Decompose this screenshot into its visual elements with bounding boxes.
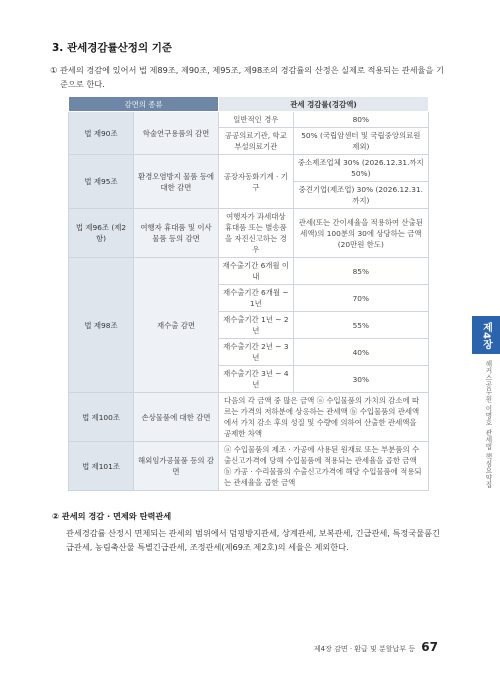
- page-footer: [314, 640, 438, 654]
- intro-number: ①: [50, 65, 58, 75]
- item-cell: 환경오염방지 물품 등에 대한 감면: [134, 155, 219, 209]
- table-row: [69, 258, 429, 285]
- table-row: [69, 442, 429, 491]
- rate-cell: 중견기업(제조업) 30% (2026.12.31.까지): [293, 182, 428, 209]
- intro-paragraph: [50, 63, 445, 91]
- law-cell: 법 제95조: [69, 155, 134, 209]
- item-cell: 학술연구용품의 감면: [134, 112, 219, 155]
- table-row: [69, 155, 429, 182]
- table-row: [69, 209, 429, 258]
- section-2: [52, 511, 447, 554]
- item-cell: 해외임가공물품 등의 감면: [134, 442, 219, 491]
- table-header-row: [69, 97, 429, 112]
- condition-cell: 공장자동화기계 · 기구: [219, 155, 294, 209]
- rate-cell: ⓐ 수입물품의 제조 · 가공에 사용된 원재료 또는 부분품의 수출신고가격에 당해 수입물품에 적용되는 관세율을 곱한 금액 ⓑ 가공 · 수리물품의 수출신고가격에 해당 수입물품에 적용되는 관세율을 곱한 금액: [219, 442, 429, 491]
- condition-cell: 공공의료기관, 학교부설의료기관: [219, 128, 294, 155]
- header-reduction-type: 감면의 종류: [69, 97, 219, 112]
- condition-cell: 재수출기간 1년 ~ 2년: [219, 312, 294, 339]
- condition-cell: 재수출기간 3년 ~ 4년: [219, 366, 294, 393]
- table-row: [69, 393, 429, 442]
- chapter-side-tab[interactable]: 제4장: [472, 316, 500, 354]
- rate-cell: 50% (국립암센터 및 국립중앙의료원 제외): [293, 128, 428, 155]
- item-cell: 재수출 감면: [134, 258, 219, 393]
- rate-cell: 55%: [293, 312, 428, 339]
- reduction-rate-table: [68, 96, 429, 491]
- condition-cell: 일반적인 경우: [219, 112, 294, 128]
- law-cell: 법 제100조: [69, 393, 134, 442]
- rate-cell: 85%: [293, 258, 428, 285]
- rate-cell: 80%: [293, 112, 428, 128]
- condition-cell: 여행자가 과세대상 휴대품 또는 별송품을 자진신고하는 경우: [219, 209, 294, 258]
- intro-text: 관세의 경감에 있어서 법 제89조, 제90조, 제95조, 제98조의 경감률의 산정은 실제로 적용되는 관세율을 기준으로 한다.: [60, 65, 444, 89]
- item-cell: 여행자 휴대품 및 이사물품 등의 감면: [134, 209, 219, 258]
- page-number: 67: [421, 640, 438, 654]
- header-reduction-rate: 관세 경감률(경감액): [219, 97, 429, 112]
- law-cell: 법 제101조: [69, 442, 134, 491]
- section-2-title: ② 관세의 경감 · 면제와 탄력관세: [52, 511, 172, 521]
- rate-cell: 30%: [293, 366, 428, 393]
- rate-cell: 40%: [293, 339, 428, 366]
- section-2-body: 관세경감률 산정시 면제되는 관세의 범위에서 덤핑방지관세, 상계관세, 보복관세, 긴급관세, 특정국물품긴급관세, 농림축산물 특별긴급관세, 조정관세(제69조 제2호)의 세율은 제외한다.: [66, 528, 440, 552]
- rate-cell: 다음의 각 금액 중 많은 금액 ⓐ 수입물품의 가치의 감소에 따르는 가격의 저하분에 상응하는 관세액 ⓑ 수입물품의 관세액에서 가치 감소 후의 성질 및 수량에 의하여 산출한 관세액을 공제한 차액: [219, 393, 429, 442]
- book-title-side-text: 해커스공무원 이명호 관세법 핵심요약집: [484, 360, 492, 489]
- condition-cell: 재수출기간 2년 ~ 3년: [219, 339, 294, 366]
- footer-chapter: 제4장 감면 · 환급 및 분할납부 등: [313, 645, 416, 653]
- rate-cell: 관세(또는 간이세율을 적용하여 산출된 세액)의 100분의 30에 상당하는 금액(20만원 한도): [293, 209, 428, 258]
- law-cell: 법 제96조 (제2항): [69, 209, 134, 258]
- law-cell: 법 제98조: [69, 258, 134, 393]
- item-cell: 손상물품에 대한 감면: [134, 393, 219, 442]
- rate-cell: 70%: [293, 285, 428, 312]
- law-cell: 법 제90조: [69, 112, 134, 155]
- condition-cell: 재수출기간 6개월 이내: [219, 258, 294, 285]
- table-row: [69, 112, 429, 128]
- condition-cell: 재수출기간 6개월 ~ 1년: [219, 285, 294, 312]
- section-heading: 3. 관세경감률산정의 기준: [52, 42, 173, 54]
- rate-cell: 중소제조업체 30% (2026.12.31.까지 50%): [293, 155, 428, 182]
